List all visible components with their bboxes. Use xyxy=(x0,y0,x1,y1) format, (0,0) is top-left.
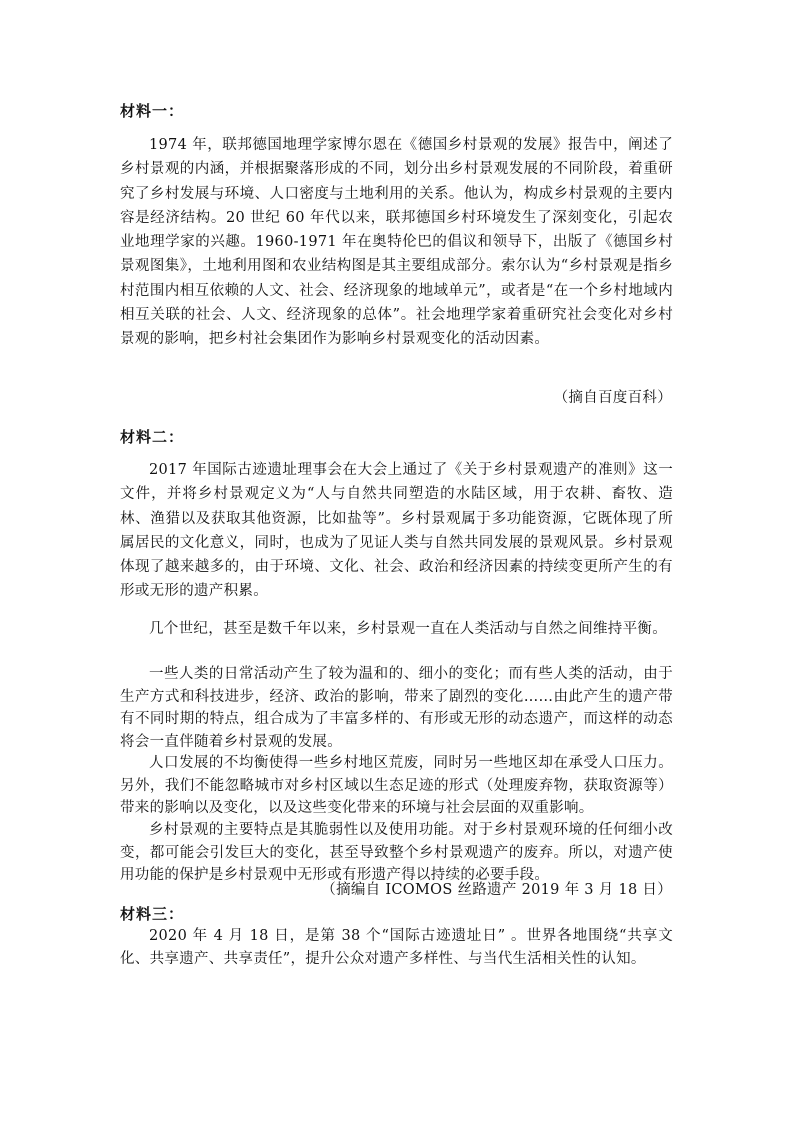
material3-paragraph: 2020 年 4 月 18 日，是第 38 个“国际古迹遗址日” 。世界各地围绕“共享文化、共享遗产、共享责任”，提升公众对遗产多样性、与当代生活相关性的认知。 xyxy=(120,928,673,967)
material2-paragraph-4: 人口发展的不均衡使得一些乡村地区荒废，同时另一些地区却在承受人口压力。另外，我们不能忽略城市对乡村区域以生态足迹的形式（处理废弃物，获取资源等）带来的影响以及变化，以及这些变化带来的环境与社会层面的双重影响。 xyxy=(120,755,673,816)
material1-source: （摘自百度百科） xyxy=(553,390,672,406)
material1-heading: 材料一： xyxy=(120,102,185,120)
material3-heading: 材料三： xyxy=(120,905,185,923)
material2-paragraph-3: 一些人类的日常活动产生了较为温和的、细小的变化；而有些人类的活动，由于生产方式和科技进步，经济、政治的影响，带来了剧烈的变化……由此产生的遗产带有不同时期的特点，组合成为了丰富多样的、有形或无形的动态遗产，而这样的动态将会一直伴随着乡村景观的发展。 xyxy=(120,666,673,750)
material2-paragraph-2: 几个世纪，甚至是数千年以来，乡村景观一直在人类活动与自然之间维持平衡。 xyxy=(149,621,667,637)
material2-paragraph-5: 乡村景观的主要特点是其脆弱性以及使用功能。对于乡村景观环境的任何细小改变，都可能会引发巨大的变化，甚至导致整个乡村景观遗产的废弃。所以，对遗产使用功能的保护是乡村景观中无形或有形遗产得以持续的必要手段。 xyxy=(120,822,673,883)
material2-source: （摘编自 ICOMOS 丝路遗产 2019 年 3 月 18 日） xyxy=(321,882,672,898)
material2-heading: 材料二： xyxy=(120,428,185,446)
material1-paragraph: 1974 年，联邦德国地理学家博尔恩在《德国乡村景观的发展》报告中，阐述了乡村景观的内涵，并根据聚落形成的不同，划分出乡村景观发展的不同阶段，着重研究了乡村发展与环境、人口密度与土地利用的关系。他认为，构成乡村景观的主要内容是经济结构。20 世纪 60 年代以来，联邦德国乡村环境发生了深刻变化，引起农业地理学家的兴趣。1960-1971 年在奥特伦巴的倡议和领导下，出版了《德国乡村景观图集》，土地利用图和农业结构图是其主要组成部分。索尔认为“乡村景观是指乡村范围内相互依赖的人文、社会、经济现象的地域单元”，或者是“在一个乡村地域内相互关联的社会、人文、经济现象的总体”。社会地理学家着重研究社会变化对乡村景观的影响，把乡村社会集团作为影响乡村景观变化的活动因素。 xyxy=(120,137,673,348)
material2-paragraph-1: 2017 年国际古迹遗址理事会在大会上通过了《关于乡村景观遗产的准则》这一文件，并将乡村景观定义为“人与自然共同塑造的水陆区域，用于农耕、畜牧、造林、渔猎以及获取其他资源，比如盐等”。乡村景观属于多功能资源，它既体现了所属居民的文化意义，同时，也成为了见证人类与自然共同发展的景观风景。乡村景观体现了越来越多的，由于环境、文化、社会、政治和经济因素的持续变更所产生的有形或无形的遗产积累。 xyxy=(120,462,673,600)
